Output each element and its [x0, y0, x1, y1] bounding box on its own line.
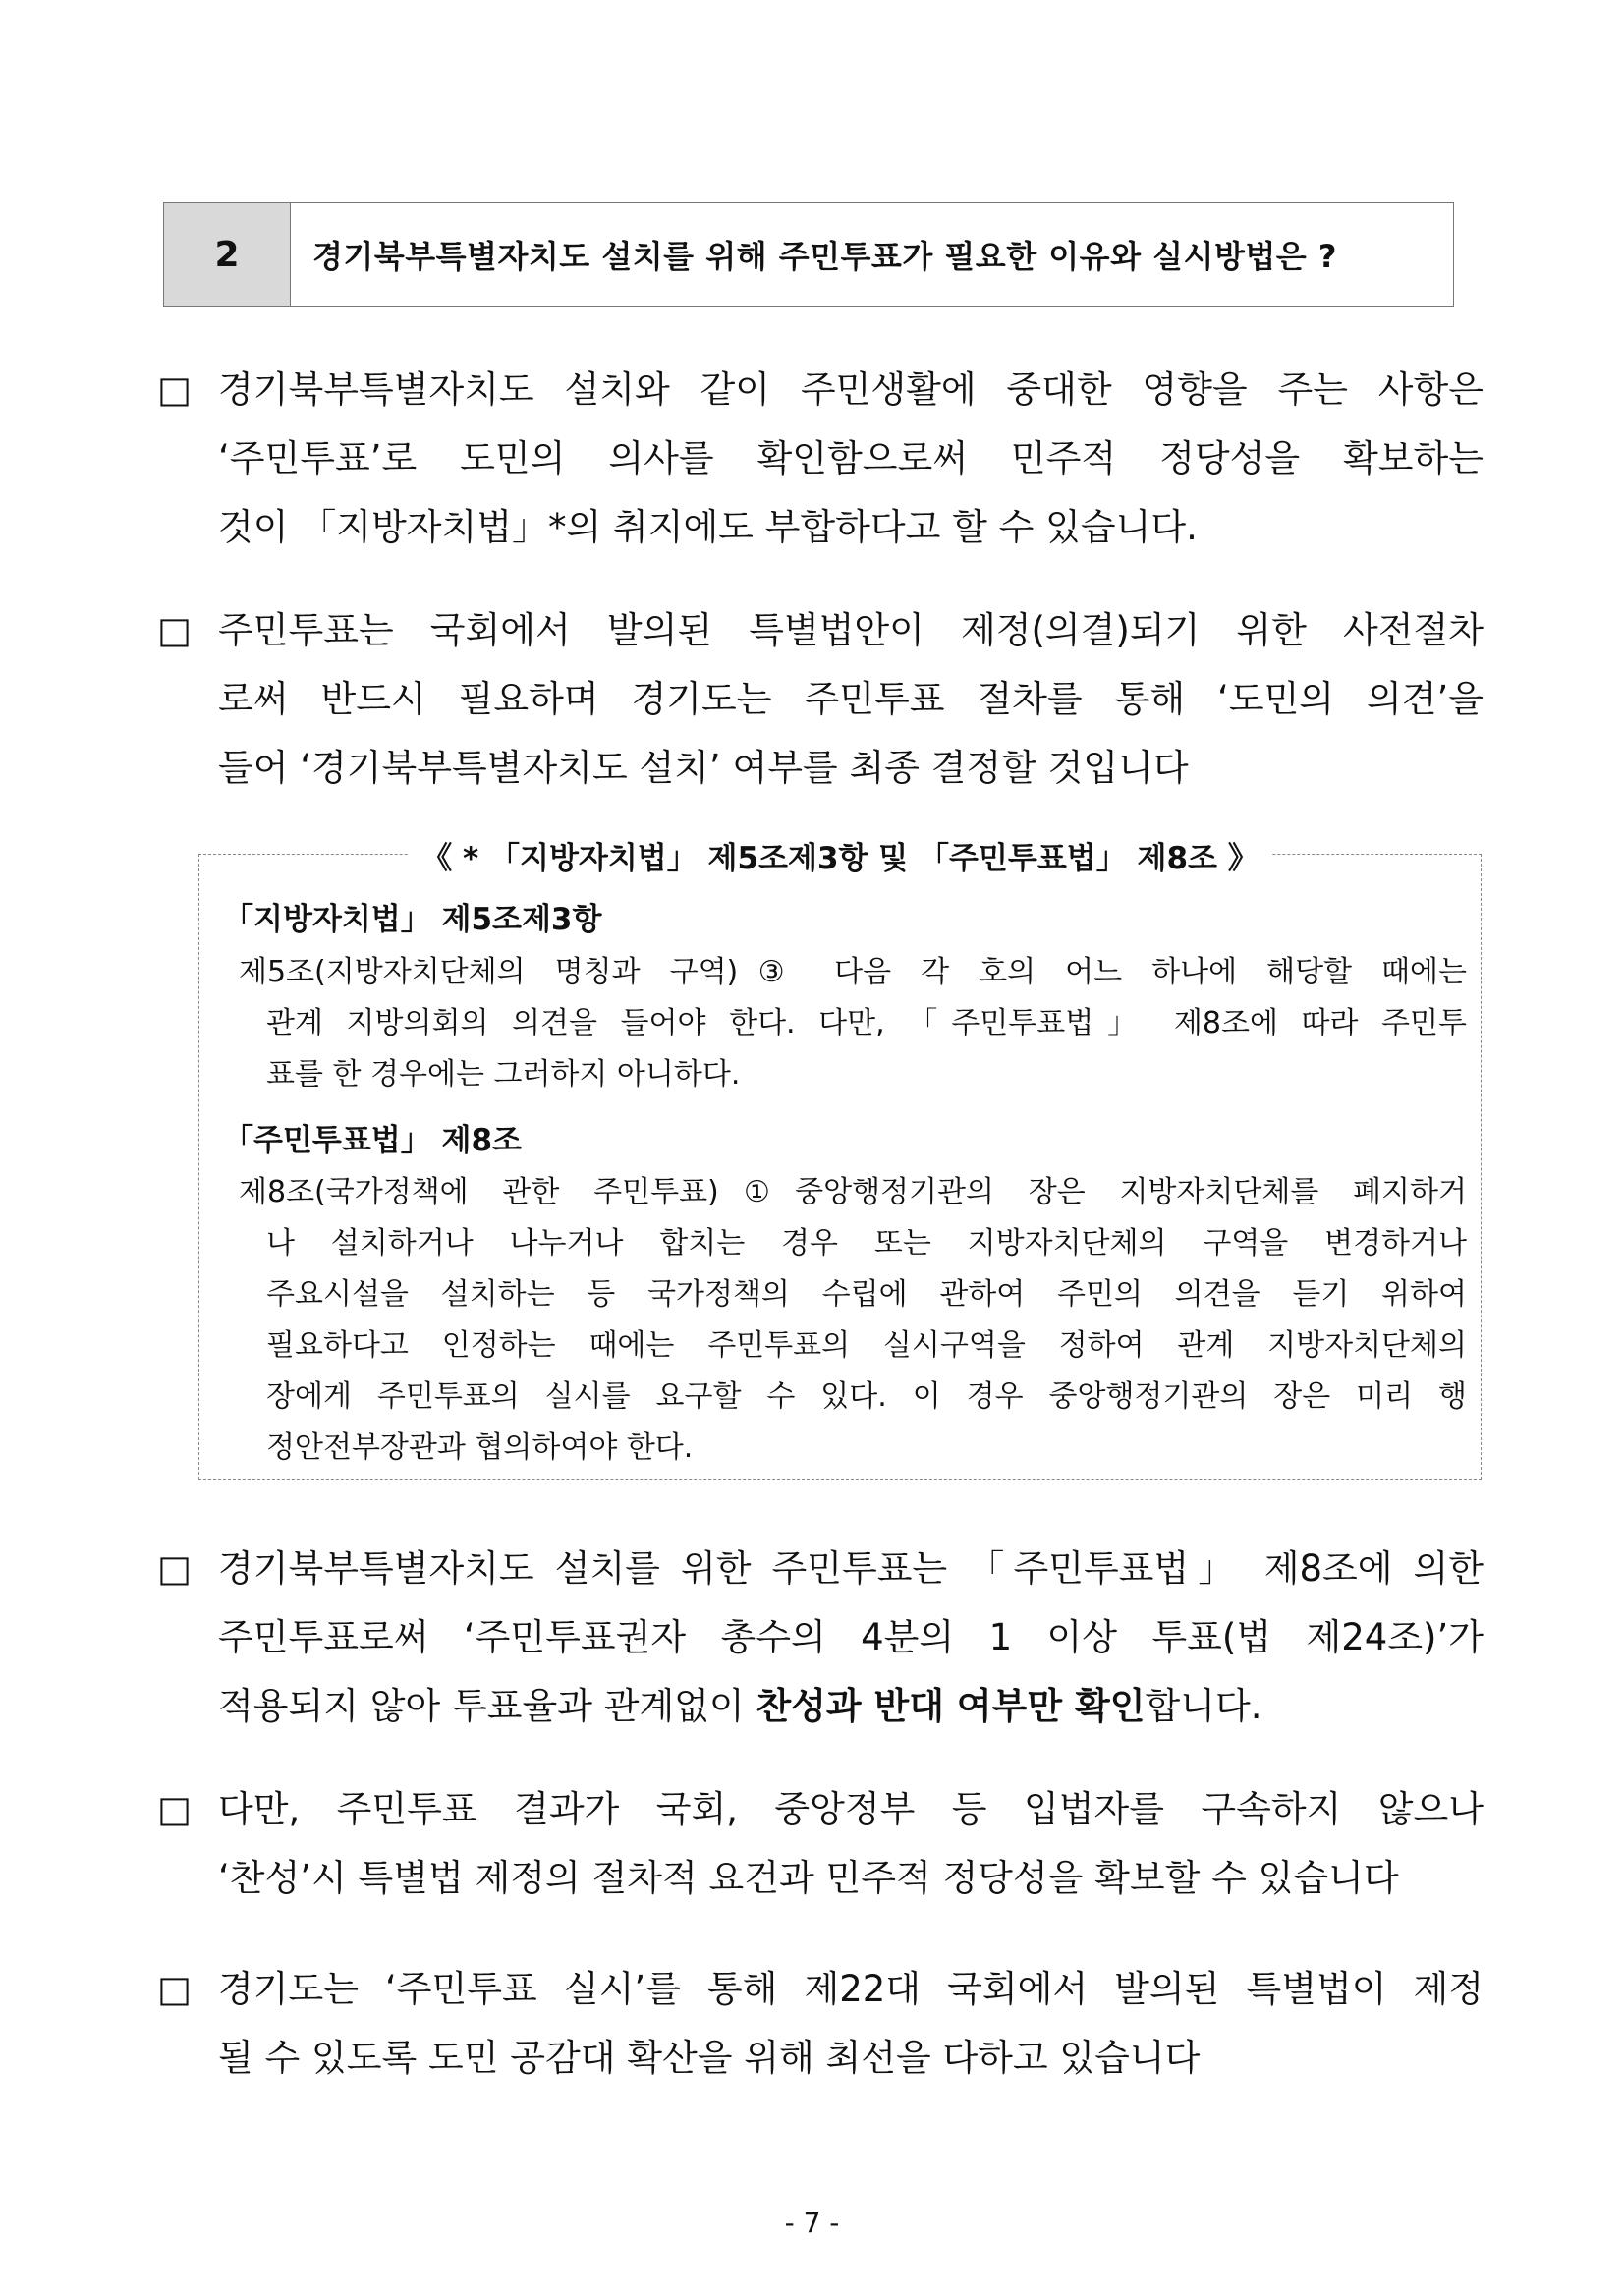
law-heading-1: 「지방자치법」 제5조제3항	[223, 902, 602, 937]
checkbox-bullet-icon: □	[157, 1788, 192, 1830]
section-number: 2	[164, 203, 291, 306]
section-title-box	[163, 202, 1454, 307]
emphasis-text: 찬성과 반대 여부만 확인	[756, 1685, 1146, 1727]
law-text-2: 제8조(국가정책에 관한 주민투표)①중앙행정기관의 장은 지방자치단체를 폐지하거 나 설치하거나 나누거나 합치는 경우 또는 지방자치단체의 구역을 변경하거나 주요시설을 설치하는 등 국가정책의 수립에 관하여 주민의 의견을 듣기 위하여 필요하다고 인정하는 때에는 주민투표의 실시구역을 정하여 관계 지방자치단체의 장에게 주민투표의 실시를 요구할 수 있다. 이 경우 중앙행정기관의 장은 미리 행 정안전부장관과 협의하여야 한다.	[239, 1175, 1467, 1465]
page-number: - 7 -	[784, 2207, 840, 2239]
paragraph-2: □ 주민투표는 국회에서 발의된 특별법안이 제정(의결)되기 위한 사전절차 로써 반드시 필요하며 경기도는 주민투표 절차를 통해 ‘도민의 의견’을 들어 ‘경기북부특별자치도 설치’ 여부를 최종 결정할 것입니다	[157, 596, 1484, 803]
paragraph-3: □ 경기북부특별자치도 설치를 위한 주민투표는 「주민투표법」 제8조에 의한 주민투표로써 ‘주민투표권자 총수의 4분의 1 이상 투표(법 제24조)’가 적용되지 않아 투표율과 관계없이 찬성과 반대 여부만 확인합니다.	[157, 1535, 1484, 1741]
law-heading-2: 「주민투표법」 제8조	[223, 1123, 522, 1158]
law-box-title: 《 * 「지방자치법」 제5조제3항 및 「주민투표법」 제8조 》	[408, 841, 1272, 876]
paragraph-3-line-3: 적용되지 않아 투표율과 관계없이 찬성과 반대 여부만 확인합니다.	[218, 1685, 1262, 1727]
checkbox-bullet-icon: □	[157, 1547, 192, 1590]
checkbox-bullet-icon: □	[157, 609, 192, 651]
law-text-1: 제5조(지방자치단체의 명칭과 구역)③ 다음 각 호의 어느 하나에 해당할 때에는 관계 지방의회의 의견을 들어야 한다. 다만, 「주민투표법」 제8조에 따라 주민투 표를 한 경우에는 그러하지 아니하다.	[239, 955, 1467, 1092]
section-title: 경기북부특별자치도 설치를 위해 주민투표가 필요한 이유와 실시방법은 ?	[312, 238, 1337, 275]
paragraph-4: □ 다만, 주민투표 결과가 국회, 중앙정부 등 입법자를 구속하지 않으나 ‘찬성’시 특별법 제정의 절차적 요건과 민주적 정당성을 확보할 수 있습니다	[157, 1775, 1484, 1913]
paragraph-1: □ 경기북부특별자치도 설치와 같이 주민생활에 중대한 영향을 주는 사항은 ‘주민투표’로 도민의 의사를 확인함으로써 민주적 정당성을 확보하는 것이 「지방자치법」*의 취지에도 부합하다고 할 수 있습니다.	[157, 356, 1484, 562]
checkbox-bullet-icon: □	[157, 368, 192, 411]
law-reference-box	[198, 841, 1482, 1480]
checkbox-bullet-icon: □	[157, 1968, 192, 2010]
paragraph-5: □ 경기도는 ‘주민투표 실시’를 통해 제22대 국회에서 발의된 특별법이 제정 될 수 있도록 도민 공감대 확산을 위해 최선을 다하고 있습니다	[157, 1955, 1484, 2093]
